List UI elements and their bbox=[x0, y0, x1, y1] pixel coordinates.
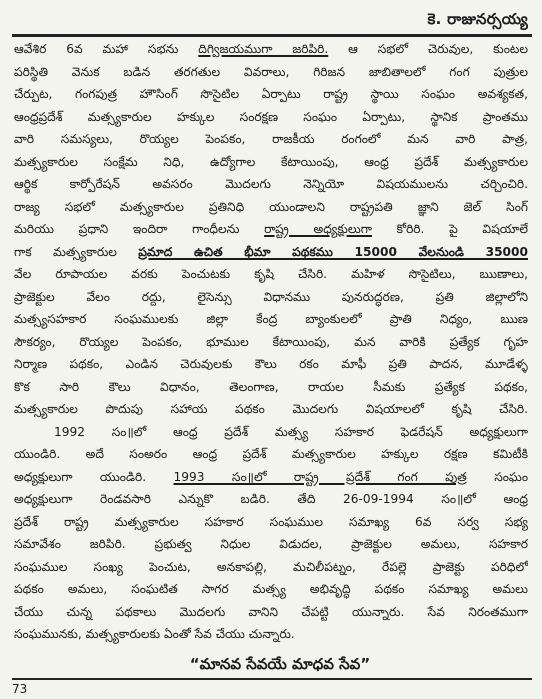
text-line: చేర్పుట, గంగపుత్ర హౌసింగ్ సొసైటిల ఏర్పాటు రాష్ట్ర స్థాయి సంఘం అవశ్యకత, bbox=[14, 87, 528, 101]
body-text bbox=[14, 38, 528, 646]
page-number: 73 bbox=[12, 682, 28, 696]
text-line: చేయు చున్న పథకాలు మొదలగు వానిని చేపట్టి యున్నారు. సేవ నిరంతముగా bbox=[14, 604, 528, 619]
underlined-text: 1993 సం॥లో రాష్ట్ర ప్రదేశ్ గంగ పుత్ర bbox=[173, 469, 467, 484]
text-line: మరియు ప్రధాని ఇందిరా గాంధీలను రాష్ట్ర అధ్యక్షులుగా కోరిరి. పై విషయాలే bbox=[14, 222, 528, 236]
footer-slogan: “మానవ సేవయే మాధవ సేవ” bbox=[189, 655, 371, 673]
text-line: పరిస్థితి వెనుక బడిన తరగతుల వివరాలు, గిరిజన జాబితాలలో గంగ పుత్రుల bbox=[14, 64, 528, 79]
text-line: అధ్యక్షులుగా రెండవసారి ఎన్నుకొ బడిరి. తేది 26-09-1994 సం॥లో ఆంధ్ర bbox=[14, 492, 528, 506]
text-line: పథకం అమలు, సంఘటిత సాగర మత్స్య అభివృద్ధి పథకం సమాఖ్య అమలు bbox=[14, 582, 528, 596]
text-line: సంఘముల సంఖ్య పెంచుట, అనకాపల్లి, మచిలీపట్నం, రేపల్లె ప్రాజెక్టు పరిధిలో bbox=[14, 559, 528, 574]
text-line: మత్స్యసహకార సంఘములకు జిల్లా కేంద్ర బ్యాంకులలో ప్రాతి నిధ్యం, ఋణ bbox=[14, 312, 528, 326]
text-line: కొక సారి కౌలు విధానం, తెలంగాణ, రాయల సీమకు ప్రత్యేక పథకం, bbox=[14, 379, 528, 394]
header-author: కె. రాజునర్సయ్య bbox=[427, 10, 528, 28]
text-line: రాజ్య సభలో మత్స్యకారుల ప్రతినిధి యుండాలని రాష్ట్రపతి జ్ఞాని జెల్ సింగ్ bbox=[14, 199, 528, 214]
text-line: ప్రదేశ్ రాష్ట్ర మత్స్యకారుల సహకార సంఘముల సమాఖ్య 6వ సర్వ సభ్య bbox=[14, 514, 528, 529]
text-line: ఆంధ్రప్రదేశ్ మత్స్యకారుల హక్కుల సంరక్షణ సంఘం ఏర్పాటు, స్థానిక ప్రాంతము bbox=[14, 109, 528, 124]
underlined-text: దిగ్విజయముగా జరిపిరి. bbox=[198, 42, 329, 56]
underlined-text: ప్రమాద ఉచిత భీమా పథకము 15000 వేలనుండి 35000 bbox=[138, 244, 528, 259]
page-header bbox=[12, 6, 532, 37]
underlined-text: రాష్ట్ర అధ్యక్షులుగా bbox=[264, 222, 372, 236]
text-line: నిర్మాణ పథకం, ఎండిన చెరువులకు కౌలు రకం మాఫీ ప్రతి పాదన, మూడేళ్ళ bbox=[14, 357, 528, 371]
text-line: 1992 సం॥లో ఆంధ్ర ప్రదేశ్ మత్స్య సహకార ఫెడరేషన్ అధ్యక్షులుగా bbox=[54, 424, 528, 439]
text-line: యుండిరి. అదే సంఅరం ఆంధ్ర ప్రదేశ్ మత్స్యకారుల హక్కుల రక్షణ కమిటీకి bbox=[14, 447, 528, 461]
text-line: మత్స్యకారుల పొదుపు సహాయ పథకం మొదలగు విషయాలలో కృషి చేసిరి. bbox=[14, 402, 528, 416]
text-line: అధ్యక్షులుగా యుండిరి. 1993 సం॥లో రాష్ట్ర ప్రదేశ్ గంగ పుత్ర సంఘం bbox=[14, 469, 528, 484]
text-line: సంఘమునకు, మత్స్యకారులకు ఏంతో సేవ చేయు చున్నారు. bbox=[14, 627, 295, 641]
text-line: మత్స్యకారుల సంక్షేమ నిధి, ఉద్యోగాల కేటాయింపు, ఆంధ్ర ప్రదేశ్ మత్స్యకారుల bbox=[14, 154, 528, 169]
text-line: సమావేశం జరిపిరి. ప్రభుత్వ నిధుల విడుదల, ప్రాజెక్టుల అమలు, సహకార bbox=[14, 537, 528, 551]
text-line: సౌకర్యం, రొయ్యల పెంపకం, భూముల కేటాయింపు, మన వారికి ప్రత్యేక గృహ bbox=[14, 334, 528, 349]
text-line: వేల రూపాయల వరకు పెంచుటకు కృషి చేసిరి. మహిళ సొసైటిలు, ఋణాలు, bbox=[14, 267, 528, 281]
text-line: ప్రాజెక్టుల వేలం రద్దు, లైసెన్సు విధానము పునరుద్ధరణ, ప్రతి జిల్లాలోని bbox=[14, 289, 528, 304]
text-line: గాక మత్స్యకారుల ప్రమాద ఉచిత భీమా పథకము 15000 వేలనుండి 35000 bbox=[14, 244, 528, 259]
footer-divider bbox=[12, 678, 532, 680]
text-line: ఆర్థిక కార్పోరేషన్ అవసరం మొదలగు నెన్నియో విషయములను చర్చించిరి. bbox=[14, 177, 528, 191]
text-line: ఆవేశిర 6వ మహా సభను దిగ్విజయముగా జరిపిరి. ఆ సభలో చెరువుల, కుంటల bbox=[14, 42, 528, 56]
text-line: వారి సమస్యలు, రొయ్యల పెంపకం, రాజకీయ రంగంలో మన వారి పాత్ర, bbox=[14, 132, 528, 146]
